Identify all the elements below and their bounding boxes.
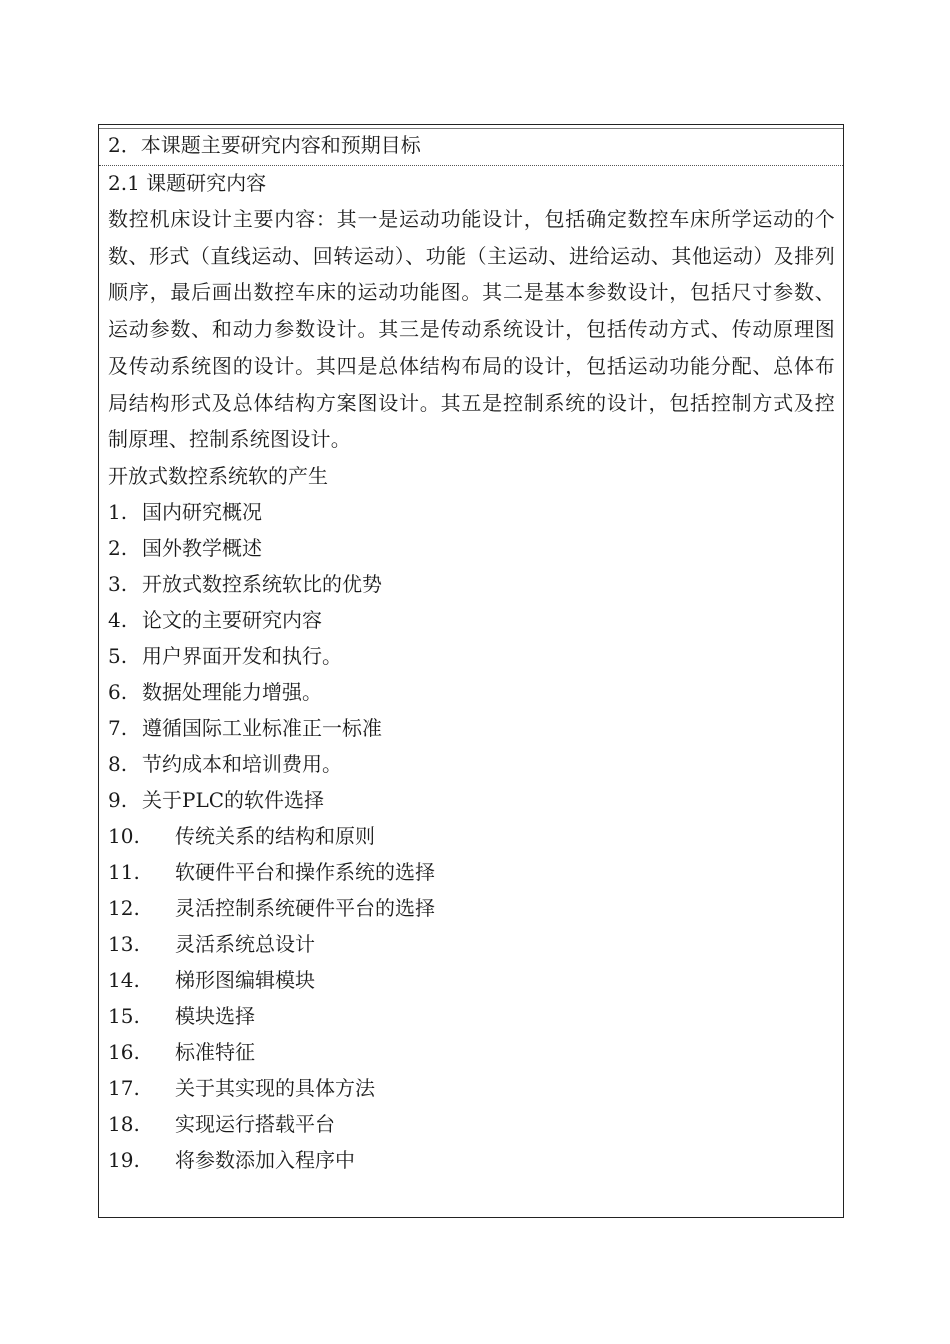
numbered-list — [108, 494, 835, 1178]
list-item-text: 关于其实现的具体方法 — [175, 1075, 375, 1100]
list-item-text: 将参数添加入程序中 — [175, 1147, 355, 1172]
list-item — [108, 566, 835, 602]
list-item — [108, 854, 835, 890]
table-body — [108, 165, 835, 1178]
list-item-number: 2. — [108, 535, 128, 560]
list-item — [108, 818, 835, 854]
list-item-number: 6. — [108, 679, 128, 704]
list-item-text: 传统关系的结构和原则 — [175, 823, 375, 848]
list-item — [108, 1106, 835, 1142]
list-item — [108, 530, 835, 566]
list-item — [108, 602, 835, 638]
list-item-number: 19. — [108, 1147, 140, 1172]
list-item-text: 实现运行搭载平台 — [175, 1111, 335, 1136]
list-item-number: 10. — [108, 823, 140, 848]
table-header-row — [99, 125, 843, 166]
content-table — [98, 124, 844, 1218]
list-item — [108, 674, 835, 710]
list-item-text: 数据处理能力增强。 — [142, 679, 322, 704]
list-item-number: 1. — [108, 499, 128, 524]
list-item-text: 软硬件平台和操作系统的选择 — [175, 859, 435, 884]
list-item-text: 遵循国际工业标准正一标准 — [142, 715, 382, 740]
list-item-number: 4. — [108, 607, 128, 632]
list-item — [108, 638, 835, 674]
list-item-text: 国内研究概况 — [142, 499, 262, 524]
list-item-number: 18. — [108, 1111, 140, 1136]
list-item-number: 17. — [108, 1075, 140, 1100]
list-item — [108, 782, 835, 818]
list-item — [108, 962, 835, 998]
list-item-number: 11. — [108, 859, 140, 884]
list-item — [108, 494, 835, 530]
list-item-number: 9. — [108, 787, 128, 812]
list-item — [108, 890, 835, 926]
list-item-text: 梯形图编辑模块 — [175, 967, 315, 992]
list-item-number: 14. — [108, 967, 140, 992]
list-item-number: 15. — [108, 1003, 140, 1028]
list-item-number: 5. — [108, 643, 128, 668]
list-item-number: 3. — [108, 571, 128, 596]
list-item-text: 标准特征 — [175, 1039, 255, 1064]
list-item-number: 12. — [108, 895, 140, 920]
list-item — [108, 1142, 835, 1178]
list-item-text: 模块选择 — [175, 1003, 255, 1028]
list-item — [108, 1034, 835, 1070]
list-item-text: 用户界面开发和执行。 — [142, 643, 342, 668]
list-item-text: 论文的主要研究内容 — [142, 607, 322, 632]
list-item — [108, 926, 835, 962]
list-item-text: 灵活系统总设计 — [175, 931, 315, 956]
list-item-number: 13. — [108, 931, 140, 956]
list-item-text: 开放式数控系统软比的优势 — [142, 571, 382, 596]
list-item-number: 7. — [108, 715, 128, 740]
list-item-text: 节约成本和培训费用。 — [142, 751, 342, 776]
section-heading: 2．本课题主要研究内容和预期目标 — [108, 133, 421, 157]
subsection-heading: 2.1 课题研究内容 — [108, 171, 267, 195]
list-item — [108, 710, 835, 746]
list-item-number: 16. — [108, 1039, 140, 1064]
body-paragraph: 数控机床设计主要内容：其一是运动功能设计，包括确定数控车床所学运动的个数、形式（直线运动、回转运动）、功能（主运动、进给运动、其他运动）及排列顺序，最后画出数控车床的运动功能图。其二是基本参数设计，包括尺寸参数、运动参数、和动力参数设计。其三是传动系统设计，包括传动方式、传动原理图及传动系统图的设计。其四是总体结构布局的设计，包括运动功能分配、总体布局结构形式及总体结构方案图设计。其五是控制系统的设计，包括控制方式及控制原理、控制系统图设计。 — [108, 207, 835, 452]
list-item — [108, 998, 835, 1034]
list-item-text: 关于PLC的软件选择 — [142, 787, 325, 812]
section-title: 开放式数控系统软的产生 — [108, 463, 328, 488]
list-item — [108, 746, 835, 782]
list-item — [108, 1070, 835, 1106]
list-item-text: 灵活控制系统硬件平台的选择 — [175, 895, 435, 920]
list-item-text: 国外教学概述 — [142, 535, 262, 560]
list-item-number: 8. — [108, 751, 128, 776]
